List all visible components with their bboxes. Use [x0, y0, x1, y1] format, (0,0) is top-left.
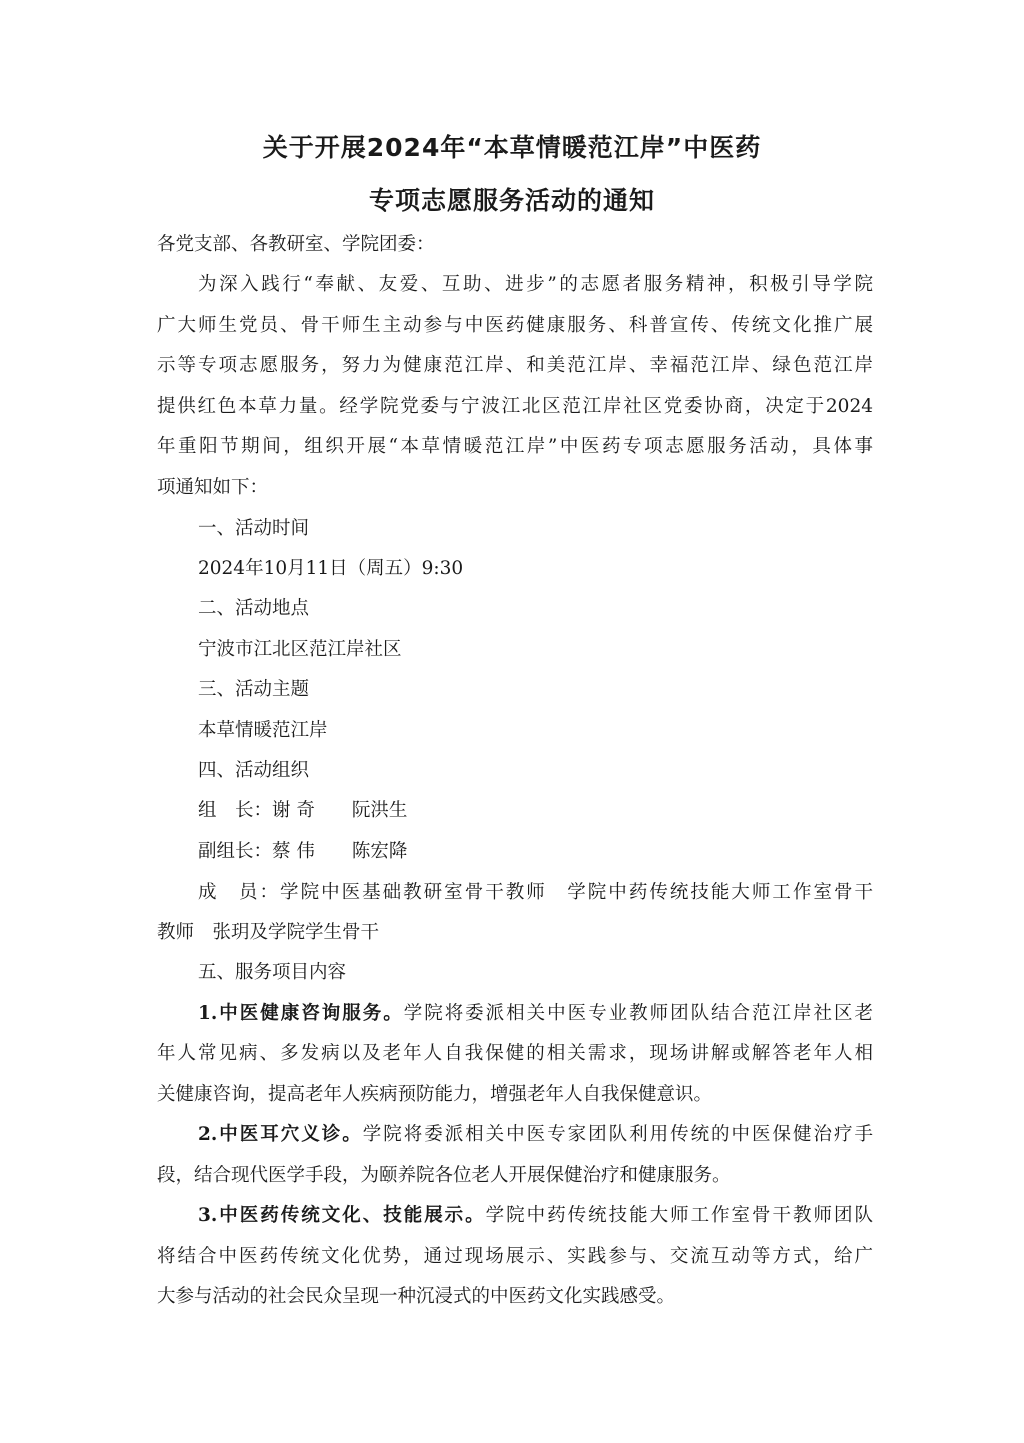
service-item-line: 段，结合现代医学手段，为颐养院各位老人开展保健治疗和健康服务。: [157, 1165, 731, 1186]
activity-place: 宁波市江北区范江岸社区: [198, 639, 402, 660]
intro-line: 示等专项志愿服务，努力为健康范江岸、和美范江岸、幸福范江岸、绿色范江岸: [157, 355, 873, 376]
service-text: 学院将委派相关中医专家团队利用传统的中医保健治疗手: [362, 1124, 873, 1145]
members-line: 教师 张玥及学院学生骨干: [157, 922, 380, 943]
activity-theme: 本草情暖范江岸: [198, 720, 328, 741]
service-text: 学院中药传统技能大师工作室骨干教师团队: [485, 1205, 873, 1226]
intro-line: 为深入践行“奉献、友爱、互助、进步”的志愿者服务精神，积极引导学院: [198, 274, 873, 295]
activity-time: 2024年10月11日（周五）9:30: [198, 558, 464, 579]
section-heading-theme: 三、活动主题: [198, 679, 310, 700]
intro-line: 广大师生党员、骨干师生主动参与中医药健康服务、科普宣传、传统文化推广展: [157, 315, 873, 336]
service-item-line: 将结合中医药传统文化优势，通过现场展示、实践参与、交流互动等方式，给广: [157, 1246, 873, 1267]
intro-line: 提供红色本草力量。经学院党委与宁波江北区范江岸社区党委协商，决定于2024: [157, 396, 873, 417]
salutation: 各党支部、各教研室、学院团委：: [157, 234, 435, 255]
service-item-line: 年人常见病、多发病以及老年人自我保健的相关需求，现场讲解或解答老年人相: [157, 1043, 873, 1064]
title-line-2: 专项志愿服务活动的通知: [368, 186, 655, 215]
intro-line: 年重阳节期间，组织开展“本草情暖范江岸”中医药专项志愿服务活动，具体事: [157, 436, 873, 457]
service-lead: 1.中医健康咨询服务。: [198, 1003, 404, 1024]
members-line: 成 员：学院中医基础教研室骨干教师 学院中药传统技能大师工作室骨干: [198, 882, 873, 903]
service-item-line: [198, 1001, 873, 1027]
service-text: 学院将委派相关中医专业教师团队结合范江岸社区老: [403, 1003, 873, 1024]
group-leader: 组 长：谢 奇 阮洪生: [198, 800, 408, 821]
section-heading-organization: 四、活动组织: [198, 760, 310, 781]
section-heading-place: 二、活动地点: [198, 598, 310, 619]
section-heading-services: 五、服务项目内容: [198, 962, 347, 983]
service-lead: 2.中医耳穴义诊。: [198, 1124, 363, 1145]
deputy-leader: 副组长：蔡 伟 陈宏降: [198, 841, 408, 862]
intro-line: 项通知如下：: [157, 477, 269, 498]
service-item-line: [198, 1203, 873, 1229]
service-item-line: 关健康咨询，提高老年人疾病预防能力，增强老年人自我保健意识。: [157, 1084, 713, 1105]
service-lead: 3.中医药传统文化、技能展示。: [198, 1205, 486, 1226]
service-item-line: [198, 1122, 873, 1148]
title-line-1: 关于开展2024年“本草情暖范江岸”中医药: [262, 133, 762, 162]
section-heading-time: 一、活动时间: [198, 518, 310, 539]
service-item-line: 大参与活动的社会民众呈现一种沉浸式的中医药文化实践感受。: [157, 1286, 676, 1307]
